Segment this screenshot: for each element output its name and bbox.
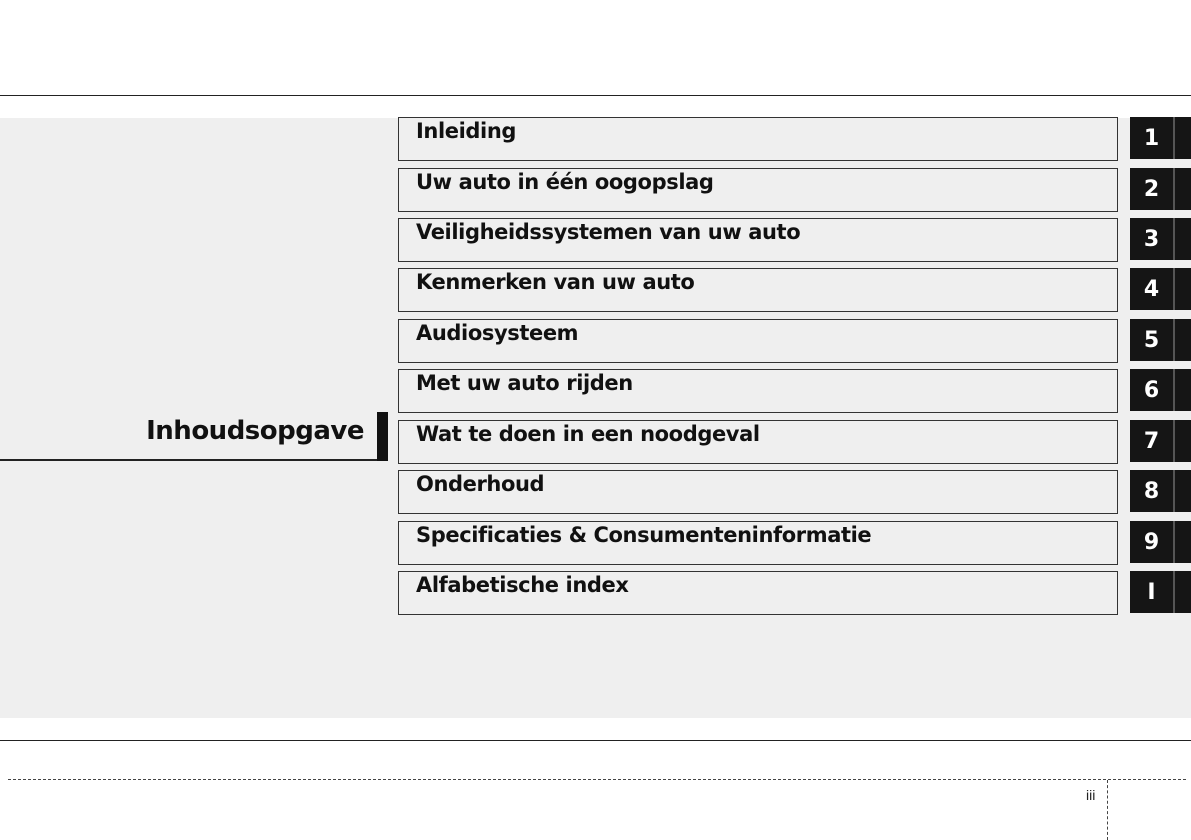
- chapter-tab-edge: [1173, 168, 1175, 210]
- trim-mark-vertical: [1107, 780, 1108, 840]
- chapter-tab-edge: [1173, 319, 1175, 361]
- chapter-tab[interactable]: [1130, 268, 1191, 310]
- chapter-box[interactable]: [398, 521, 1118, 565]
- chapter-number[interactable]: 8: [1143, 479, 1160, 504]
- chapter-label[interactable]: Specificaties & Consumenteninformatie: [416, 523, 872, 547]
- chapter-tab-edge: [1173, 420, 1175, 462]
- chapter-number[interactable]: 1: [1143, 126, 1160, 151]
- chapter-number[interactable]: 7: [1143, 429, 1160, 454]
- chapter-number[interactable]: 4: [1143, 277, 1160, 302]
- bottom-rule: [0, 740, 1191, 741]
- chapter-item-7[interactable]: [398, 420, 1191, 464]
- chapter-number[interactable]: I: [1147, 580, 1156, 605]
- page-number: iii: [1086, 787, 1096, 803]
- chapter-tab[interactable]: [1130, 571, 1191, 613]
- chapter-label[interactable]: Onderhoud: [416, 472, 545, 496]
- chapter-tab[interactable]: [1130, 218, 1191, 260]
- chapter-label[interactable]: Wat te doen in een noodgeval: [416, 422, 760, 446]
- chapter-tab[interactable]: [1130, 521, 1191, 563]
- chapter-tab-edge: [1173, 117, 1175, 159]
- chapter-tab[interactable]: [1130, 168, 1191, 210]
- chapter-tab-edge: [1173, 470, 1175, 512]
- chapter-tab[interactable]: [1130, 319, 1191, 361]
- chapter-number[interactable]: 9: [1143, 530, 1160, 555]
- chapter-item-5[interactable]: [398, 319, 1191, 363]
- page-title: Inhoudsopgave: [146, 416, 364, 446]
- chapter-number[interactable]: 5: [1143, 328, 1160, 353]
- chapter-box[interactable]: [398, 470, 1118, 514]
- chapter-item-index[interactable]: [398, 571, 1191, 615]
- chapter-label[interactable]: Alfabetische index: [416, 573, 629, 597]
- chapter-box[interactable]: [398, 117, 1118, 161]
- chapter-item-2[interactable]: [398, 168, 1191, 212]
- chapter-item-1[interactable]: [398, 117, 1191, 161]
- chapter-label[interactable]: Audiosysteem: [416, 321, 579, 345]
- chapter-number[interactable]: 2: [1143, 177, 1160, 202]
- chapter-tab-edge: [1173, 521, 1175, 563]
- chapter-tab-edge: [1173, 369, 1175, 411]
- chapter-label[interactable]: Met uw auto rijden: [416, 371, 633, 395]
- chapter-box[interactable]: [398, 369, 1118, 413]
- chapter-tab-edge: [1173, 218, 1175, 260]
- chapter-item-9[interactable]: [398, 521, 1191, 565]
- chapter-tab[interactable]: [1130, 470, 1191, 512]
- chapter-item-4[interactable]: [398, 268, 1191, 312]
- chapter-label[interactable]: Veiligheidssystemen van uw auto: [416, 220, 801, 244]
- chapter-label[interactable]: Uw auto in één oogopslag: [416, 170, 714, 194]
- chapter-tab-edge: [1173, 571, 1175, 613]
- chapter-tab[interactable]: [1130, 369, 1191, 411]
- chapter-box[interactable]: [398, 319, 1118, 363]
- chapter-tab-edge: [1173, 268, 1175, 310]
- chapter-item-3[interactable]: [398, 218, 1191, 262]
- chapter-number[interactable]: 3: [1143, 227, 1160, 252]
- chapter-tab[interactable]: [1130, 420, 1191, 462]
- chapter-box[interactable]: [398, 268, 1118, 312]
- chapter-box[interactable]: [398, 168, 1118, 212]
- chapter-box[interactable]: [398, 218, 1118, 262]
- chapter-tab[interactable]: [1130, 117, 1191, 159]
- chapter-label[interactable]: Inleiding: [416, 119, 517, 143]
- trim-mark-horizontal: [8, 779, 1186, 780]
- chapter-item-8[interactable]: [398, 470, 1191, 514]
- chapter-number[interactable]: 6: [1143, 378, 1160, 403]
- chapter-item-6[interactable]: [398, 369, 1191, 413]
- chapter-box[interactable]: [398, 420, 1118, 464]
- chapter-label[interactable]: Kenmerken van uw auto: [416, 270, 695, 294]
- chapter-box[interactable]: [398, 571, 1118, 615]
